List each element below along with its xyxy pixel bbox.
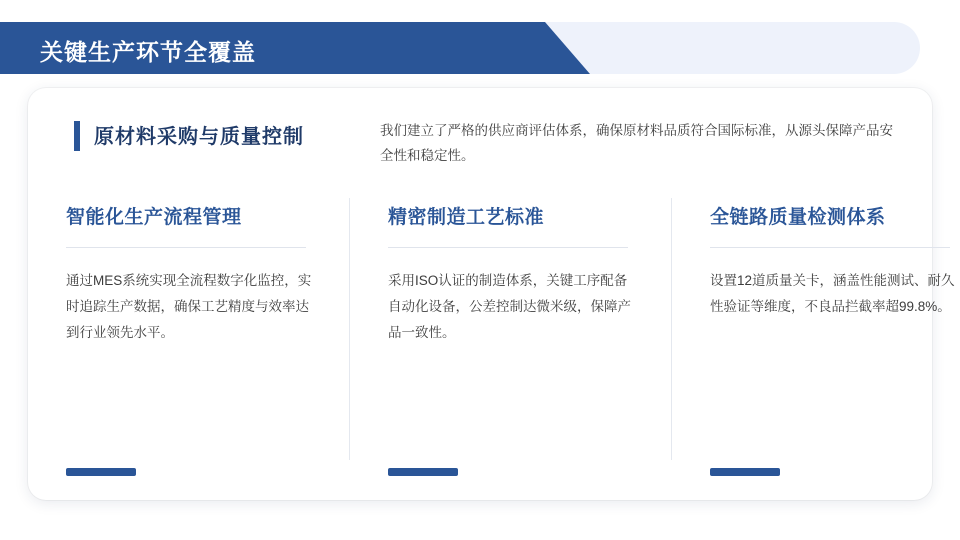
feature-rule [710, 247, 950, 248]
feature-columns [28, 192, 955, 492]
intro-divider [28, 184, 932, 185]
page-title: 关键生产环节全覆盖 [40, 39, 256, 65]
feature-column [350, 192, 672, 492]
feature-body: 采用ISO认证的制造体系，关键工序配备自动化设备，公差控制达微米级，保障产品一致性。 [388, 273, 631, 340]
feature-rule [66, 247, 306, 248]
header-band [0, 22, 960, 74]
feature-title: 智能化生产流程管理 [66, 207, 242, 228]
feature-rule [388, 247, 628, 248]
feature-body: 设置12道质量关卡，涵盖性能测试、耐久性验证等维度，不良品拦截率超99.8%。 [710, 273, 955, 314]
feature-column [28, 192, 350, 492]
intro-text: 我们建立了严格的供应商评估体系，确保原材料品质符合国际标准，从源头保障产品安全性和稳定性。 [380, 123, 893, 163]
intro-accent-bar [74, 121, 80, 151]
intro-title: 原材料采购与质量控制 [94, 126, 304, 148]
intro-section [28, 102, 932, 180]
feature-dash [710, 468, 780, 476]
feature-body: 通过MES系统实现全流程数字化监控，实时追踪生产数据，确保工艺精度与效率达到行业领先水平。 [66, 273, 312, 340]
content-panel [28, 88, 955, 500]
feature-dash [66, 468, 136, 476]
feature-title: 精密制造工艺标准 [388, 207, 545, 228]
feature-column [672, 192, 960, 492]
feature-dash [388, 468, 458, 476]
feature-title: 全链路质量检测体系 [710, 207, 886, 228]
